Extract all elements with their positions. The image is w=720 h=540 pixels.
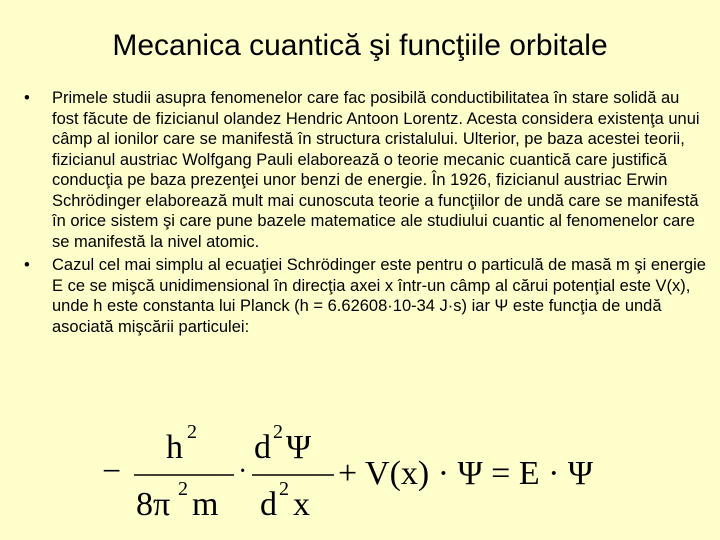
bullet-text: Primele studii asupra fenomenelor care fac posibilă conductibilitatea în stare solidă au fost făcute de fizicianul olandez Hendric Antoon Lorentz. Acesta considera existenţa unui câmp al ionilor care se manifestă în structura cristalului. Ulterior, pe baza acestei teorii, fizicianul austriac Wolfgang Pauli elaborează o teorie mecanic cuantică care justifică conducţia pe baza prezenţei unor benzi de energie. În 1926, fizicianul austriac Erwin Schrödinger elaborează mult mai cunoscuta teorie a funcţiilor de undă care se manifestă în orice sistem şi care pune bazele matematice ale studiului cuantic al fenomenelor care se manifestă la nivel atomic. xyxy=(52,89,700,251)
equation-rest: + V(x) · Ψ = E · Ψ xyxy=(338,455,594,492)
fraction2-numerator-tail: Ψ xyxy=(286,429,312,466)
fraction2-denominator: d xyxy=(260,486,277,523)
bullet-item xyxy=(22,88,708,252)
fraction1-numerator: h xyxy=(166,429,183,466)
equation-dot: · xyxy=(238,456,248,487)
equation-minus: − xyxy=(102,453,122,490)
fraction1-denominator-exponent: 2 xyxy=(178,478,188,500)
bullet-marker: • xyxy=(24,256,30,274)
bullet-marker: • xyxy=(24,89,30,107)
slide-title: Mecanica cuantică şi funcţiile orbitale xyxy=(112,29,608,62)
fraction1-numerator-exponent: 2 xyxy=(187,421,197,443)
fraction1-denominator: 8π xyxy=(136,486,171,523)
fraction1-denominator-tail: m xyxy=(192,486,219,523)
fraction2-denominator-tail: x xyxy=(293,486,310,523)
fraction2-numerator: d xyxy=(254,429,271,466)
equation-svg xyxy=(102,420,720,530)
fraction2-numerator-exponent: 2 xyxy=(273,421,283,443)
slide-content xyxy=(22,88,708,340)
fraction2-denominator-exponent: 2 xyxy=(279,478,289,500)
schrodinger-equation xyxy=(102,420,720,530)
bullet-item xyxy=(22,255,708,337)
bullet-text: Cazul cel mai simplu al ecuaţiei Schrödinger este pentru o particulă de masă m şi energie E ce se mişcă unidimensional în direcţia axei x într-un câmp al cărui potenţial este V(x), unde h este constanta lui Planck (h = 6.62608·10-34 J·s) iar Ψ este funcţia de undă asociată mişcării particulei: xyxy=(52,256,706,336)
